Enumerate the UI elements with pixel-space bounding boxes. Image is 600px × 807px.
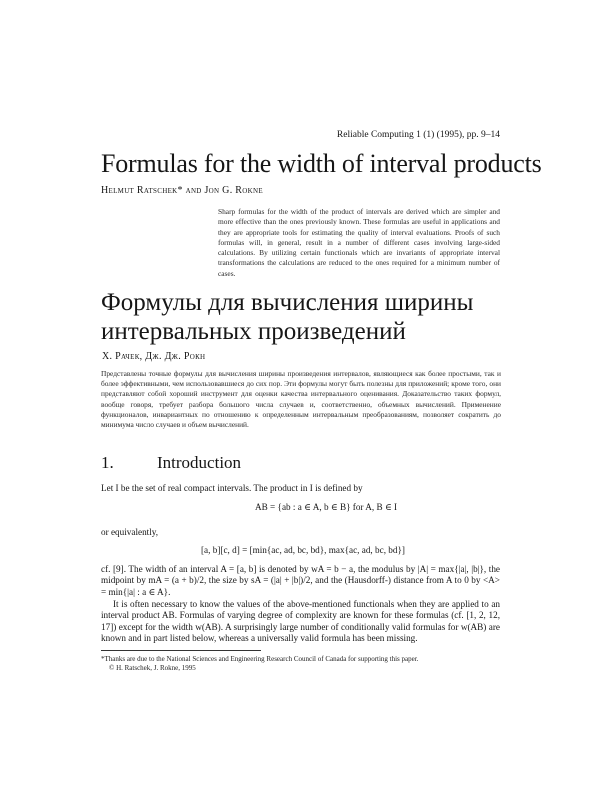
- paragraph-equivalently: or equivalently,: [101, 527, 159, 537]
- abstract-russian: Представлены точные формулы для вычисления ширины произведения интервалов, являющиеся как более простыми, так и более эффективными, чем использовавшиеся до сих пор. Эти формулы могут быть полезны для приложений; кроме того, они представляют собой хороший инструмент для оценки качества интервального оценивания. Доказательство таких формул, вообще говоря, требует разбора большого числа случаев и, соответственно, объемных вычислений. Применение функционалов, инвариантных по отношению к определенным интервальным преобразованиям, позволяет сократить до минимума число случаев и объем вычислений.: [101, 369, 501, 430]
- paragraph-motivation: It is often necessary to know the values of the above-mentioned functionals when they are applied to an interval product AB. Formulas of varying degree of complexity are known for these formulas (cf. [1, 2, 12, 17]) except for the width w(AB). A surprisingly large number of conditionally valid formulas for w(AB) are known and in part listed below, whereas a universally valid formula has been missing.: [101, 599, 500, 644]
- paragraph-definitions: cf. [9]. The width of an interval A = [a, b] is denoted by wA = b − a, the modulus by |A| = max{|a|, |b|}, the midpoint by mA = (a + b)/2, the size by sA = (|a| + |b|)/2, and the (Hausdorff-) distance from A to 0 by <A> = min{|a| : a ∈ A}.: [101, 564, 500, 597]
- footnote-copyright: © H. Ratschek, J. Rokne, 1995: [109, 664, 196, 672]
- footnote-thanks: *Thanks are due to the National Sciences and Engineering Research Council of Canada for supporting this paper.: [101, 655, 419, 663]
- paragraph-intro: Let I be the set of real compact intervals. The product in I is defined by: [101, 483, 363, 493]
- abstract-english: Sharp formulas for the width of the product of intervals are derived which are simpler and more effective than the ones previously known. These formulas are useful in applications and they are appropriate tools for estimating the quality of interval evaluations. Proofs of such formulas will, in general, result in a number of different cases involving large-sided calculations. By utilizing certain functionals which are invariants of appropriate interval transformations the calculations are reduced to the ones required for a minimum number of cases.: [218, 207, 500, 278]
- footnote: [101, 655, 501, 673]
- authors-english: Helmut Ratschek* and Jon G. Rokne: [101, 185, 263, 196]
- section-title: Introduction: [157, 453, 242, 472]
- formula-product-endpoints: [a, b][c, d] = [min{ac, ad, bc, bd}, max{ac, ad, bc, bd}]: [201, 545, 405, 555]
- paper-title-russian: Формулы для вычисления ширины интервальных произведений: [101, 289, 474, 345]
- paper-title-english: Formulas for the width of interval products: [101, 149, 542, 178]
- footnote-divider: [101, 650, 261, 651]
- formula-product-definition: AB = {ab : a ∈ A, b ∈ B} for A, B ∈ I: [255, 502, 398, 512]
- authors-russian: Х. Рачек, Дж. Дж. Рокн: [102, 351, 206, 362]
- section-number: 1.: [101, 453, 114, 472]
- section-heading: [101, 453, 241, 473]
- journal-reference: Reliable Computing 1 (1) (1995), pp. 9–14: [336, 130, 500, 140]
